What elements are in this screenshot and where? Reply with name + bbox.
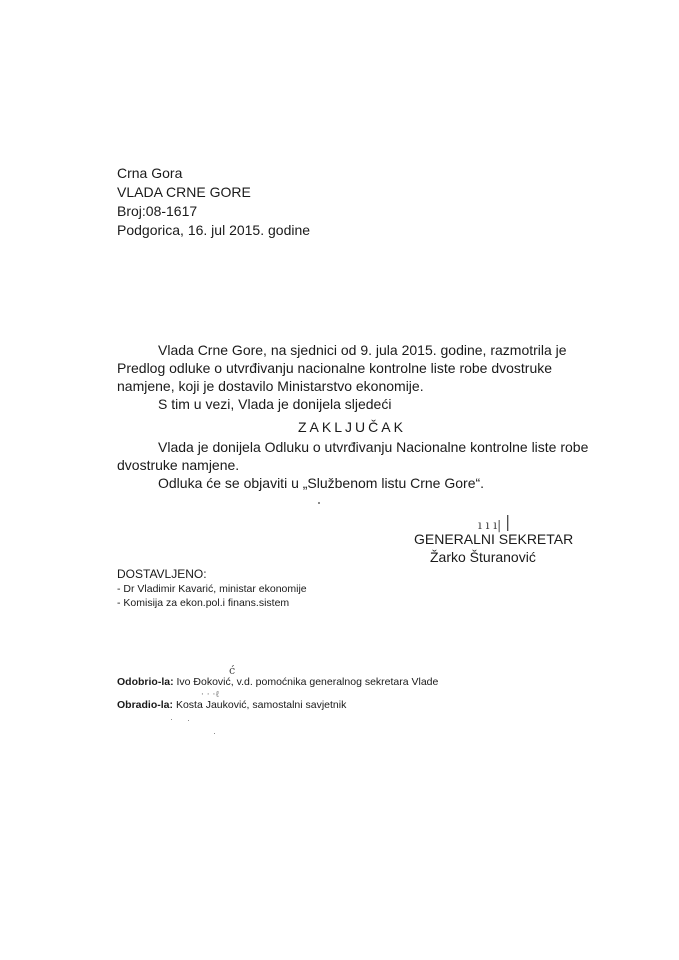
intro-line-3: namjene, koji je dostavilo Ministarstvo ekonomije.	[117, 378, 424, 394]
approved-text: Ivo Đoković, v.d. pomoćnika generalnog sekretara Vlade	[176, 676, 439, 688]
scan-dot	[171, 719, 172, 720]
handwritten-signature-stroke: |	[505, 512, 511, 531]
header-country: Crna Gora	[117, 165, 183, 181]
initials-mark: ć	[229, 664, 236, 677]
intro-line-2: Predlog odluke o utvrđivanju nacionalne kontrolne liste robe dvostruke	[117, 360, 553, 376]
scan-dot	[318, 502, 320, 504]
prepared-text: Kosta Jauković, samostalni savjetnik	[175, 699, 347, 711]
approved-label: Odobrio-la:	[117, 676, 174, 688]
distribution-item-1: - Dr Vladimir Kavarić, ministar ekonomije	[117, 583, 307, 595]
approved-line	[117, 675, 438, 689]
intro-line-1: Vlada Crne Gore, na sjednici od 9. jula 2015. godine, razmotrila je	[158, 342, 567, 358]
scan-dot	[188, 720, 189, 721]
conclusion-line-2: dvostruke namjene.	[117, 457, 240, 473]
signature-title: GENERALNI SEKRETAR	[414, 531, 574, 547]
initials-scribble: · · ·ℓ	[201, 690, 220, 700]
header-government: VLADA CRNE GORE	[117, 184, 251, 200]
intro-line-4: S tim u vezi, Vlada je donijela sljedeći	[158, 396, 392, 412]
distribution-item-2: - Komisija za ekon.pol.i finans.sistem	[117, 597, 290, 609]
header-place-date: Podgorica, 16. jul 2015. godine	[117, 222, 311, 238]
conclusion-title: ZAKLJUČAK	[298, 419, 406, 435]
scan-dot	[214, 733, 215, 734]
prepared-label: Obradio-la:	[117, 699, 174, 711]
header-number: Broj:08-1617	[117, 203, 198, 219]
prepared-line	[117, 698, 346, 712]
handwritten-signature-mark: ı ı ı|	[478, 518, 502, 532]
conclusion-line-3: Odluka će se objaviti u „Službenom listu Crne Gore“.	[158, 475, 485, 491]
conclusion-line-1: Vlada je donijela Odluku o utvrđivanju Nacionalne kontrolne liste robe	[158, 439, 589, 455]
signature-name: Žarko Šturanović	[430, 549, 536, 565]
distribution-heading: DOSTAVLJENO:	[117, 567, 207, 581]
